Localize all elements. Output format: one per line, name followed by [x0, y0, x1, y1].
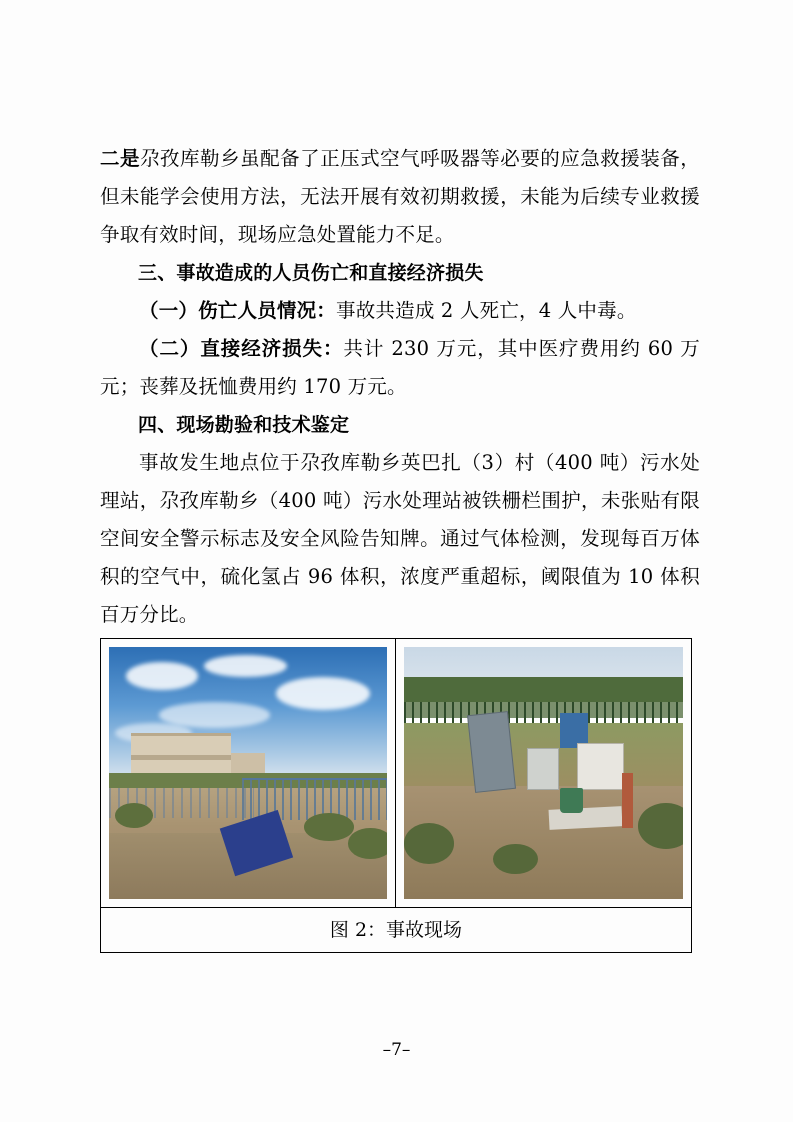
bush-shape — [404, 823, 454, 863]
bush-shape — [638, 803, 683, 848]
subsection-label-economic-loss: （二）直接经济损失： — [139, 337, 344, 360]
paragraph-text: 共计 230 万元，其中医疗费用约 60 万元；丧葬及抚恤费用约 170 万元。 — [100, 337, 700, 398]
figure-images — [101, 639, 691, 907]
pipe-shape — [622, 773, 633, 828]
subsection-label-casualties: （一）伤亡人员情况： — [139, 299, 337, 322]
grey-box-shape — [527, 748, 560, 790]
bush-shape — [348, 828, 387, 858]
paragraph-economic-loss — [100, 330, 700, 406]
figure-caption: 图 2：事故现场 — [101, 907, 691, 952]
paragraph-lead-label: 二是 — [100, 147, 141, 170]
page-number: –7– — [382, 1040, 411, 1060]
accident-site-photo-1 — [109, 647, 387, 899]
cloud-shape — [204, 655, 287, 678]
paragraph-text: 事故共造成 2 人死亡，4 人中毒。 — [336, 299, 637, 322]
paragraph-casualty-detail — [100, 292, 700, 330]
figure-photo-right — [396, 639, 691, 907]
figure-block — [100, 638, 692, 953]
bush-shape — [304, 813, 354, 841]
section-heading-casualties: 三、事故造成的人员伤亡和直接经济损失 — [138, 262, 484, 284]
bucket-shape — [560, 788, 582, 813]
document-body — [100, 140, 700, 634]
paragraph-second-finding — [100, 140, 700, 254]
cloud-shape — [126, 662, 198, 690]
section-heading-site-survey: 四、现场勘验和技术鉴定 — [138, 414, 350, 436]
tilted-panel-shape — [467, 711, 516, 792]
cloud-shape — [276, 677, 371, 710]
paragraph-site-survey-detail: 事故发生地点位于尕孜库勒乡英巴扎（3）村（400 吨）污水处理站，尕孜库勒乡（400 吨）污水处理站被铁栅栏围护，未张贴有限空间安全警示标志及安全风险告知牌。通过气体检测，发现每百万体积的空气中，硫化氢占 96 体积，浓度严重超标，阈限值为 10 体积百万分比。 — [100, 451, 700, 626]
white-box-shape — [577, 743, 624, 790]
bush-shape — [493, 844, 538, 874]
paragraph-text: 尕孜库勒乡虽配备了正压式空气呼吸器等必要的应急救援装备，但未能学会使用方法，无法开展有效初期救援，未能为后续专业救援争取有效时间，现场应急处置能力不足。 — [100, 147, 700, 246]
figure-photo-left — [101, 639, 396, 907]
accident-site-photo-2 — [404, 647, 683, 899]
